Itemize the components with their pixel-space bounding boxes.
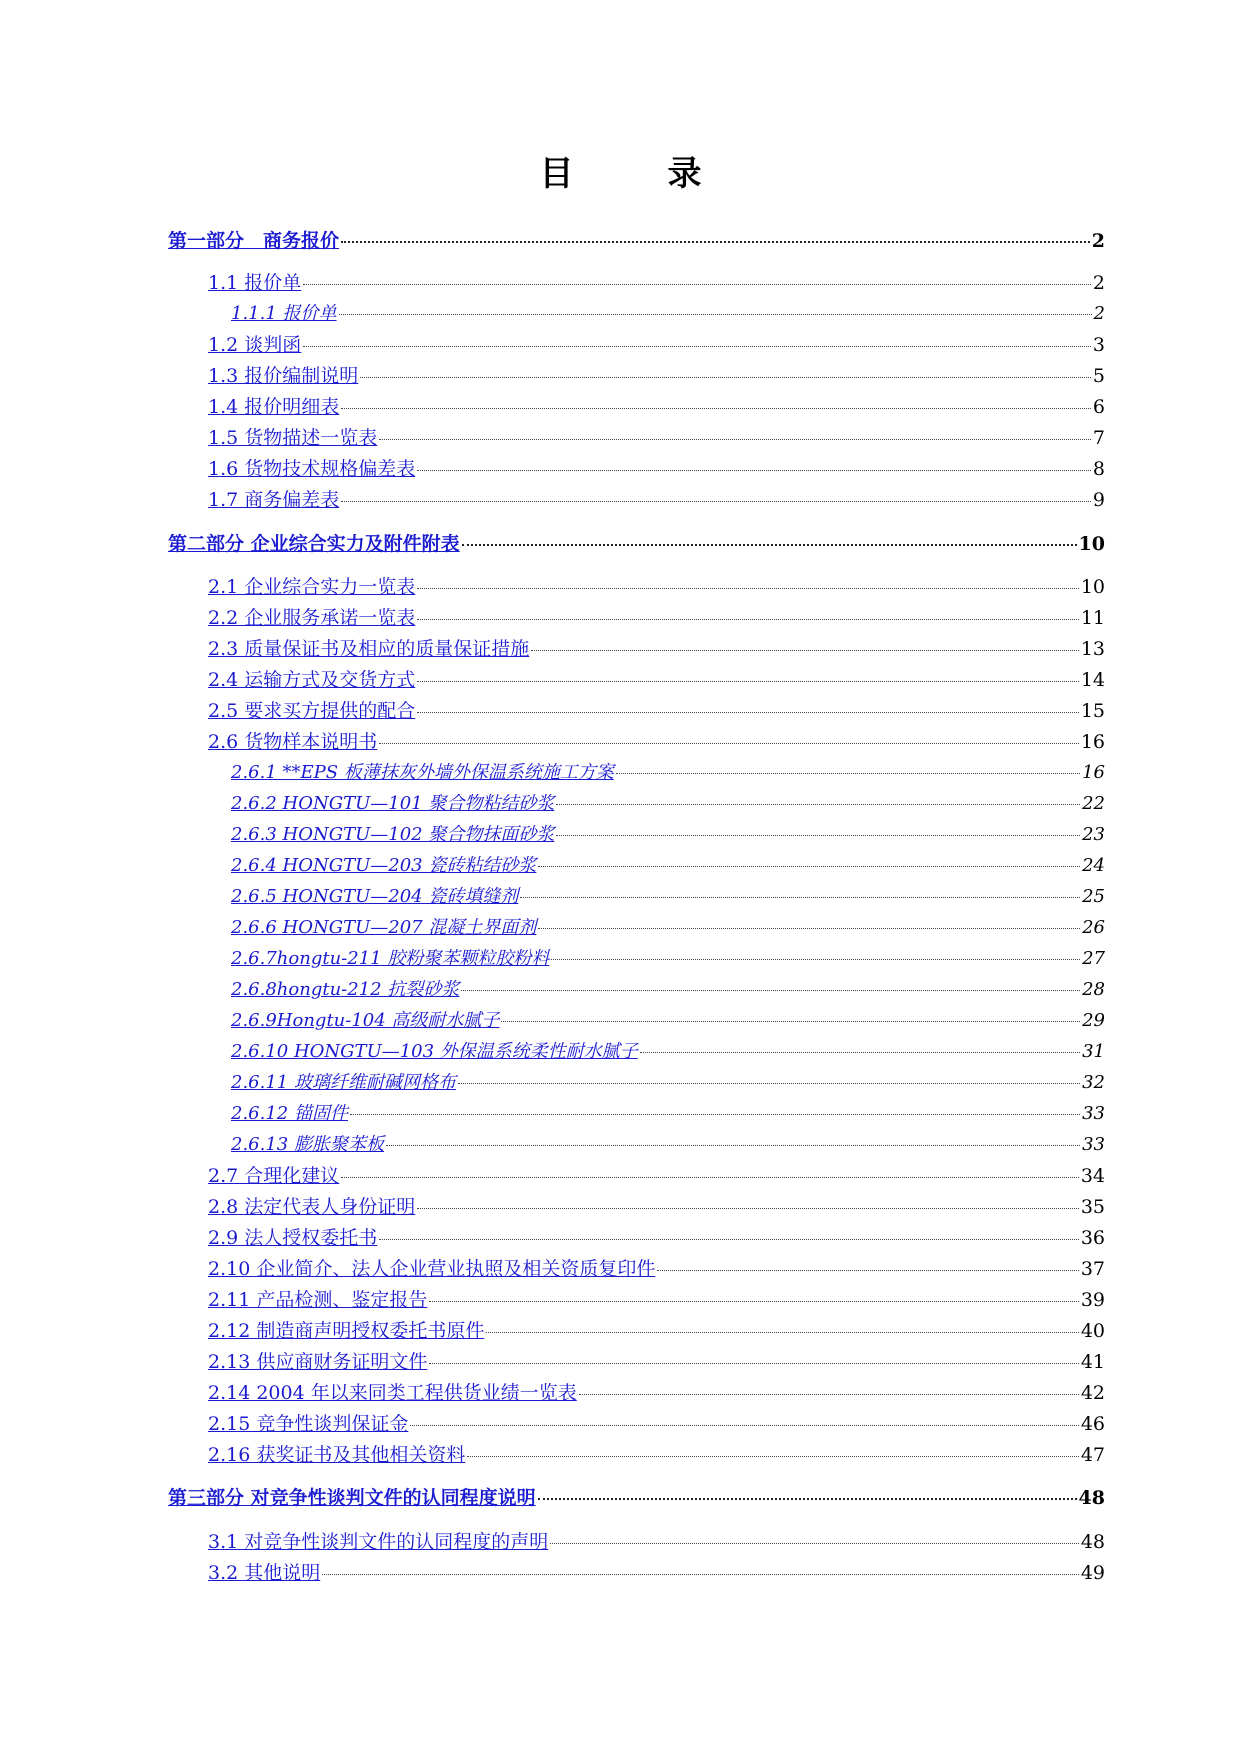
toc-entry-link[interactable]: 第一部分 商务报价 [168, 230, 340, 252]
dot-leader [341, 408, 1091, 409]
toc-entry-link[interactable]: 2.6.4 HONGTU—203 瓷砖粘结砂浆 [231, 855, 537, 876]
toc-part-entry[interactable] [168, 1483, 1105, 1509]
toc-entry-link[interactable]: 2.6.10 HONGTU—103 外保温系统柔性耐水腻子 [231, 1041, 638, 1062]
toc-entry-link[interactable]: 1.7 商务偏差表 [208, 489, 340, 511]
toc-entry-link[interactable]: 2.4 运输方式及交货方式 [208, 669, 416, 691]
toc-page-number: 6 [1092, 396, 1105, 418]
dot-leader [538, 928, 1080, 929]
toc-page-number: 48 [1078, 1487, 1105, 1509]
dot-leader [303, 284, 1091, 285]
toc-section-entry[interactable] [187, 1254, 1105, 1280]
toc-section-entry[interactable] [187, 1223, 1105, 1249]
toc-entry-link[interactable]: 2.6 货物样本说明书 [208, 731, 378, 753]
toc-subsection-entry[interactable] [187, 851, 1105, 877]
toc-page-number: 26 [1082, 917, 1105, 938]
toc-entry-link[interactable]: 2.8 法定代表人身份证明 [208, 1196, 416, 1218]
toc-entry-link[interactable]: 2.6.11 玻璃纤维耐碱网格布 [231, 1072, 456, 1093]
toc-entry-link[interactable]: 第二部分 企业综合实力及附件附表 [168, 533, 460, 555]
dot-leader [341, 501, 1091, 502]
toc-entry-link[interactable]: 2.2 企业服务承诺一览表 [208, 607, 416, 629]
toc-page-number: 29 [1082, 1010, 1105, 1031]
toc-subsection-entry[interactable] [187, 1006, 1105, 1032]
toc-page-number: 47 [1080, 1444, 1105, 1466]
toc-entry-link[interactable]: 2.6.2 HONGTU—101 聚合物粘结砂浆 [231, 793, 555, 814]
toc-subsection-entry[interactable] [187, 299, 1105, 325]
toc-section-entry[interactable] [187, 603, 1105, 629]
dot-leader [657, 1270, 1078, 1271]
dot-leader [501, 1021, 1080, 1022]
toc-page-number: 41 [1080, 1351, 1105, 1373]
toc-entry-link[interactable]: 3.2 其他说明 [208, 1562, 321, 1584]
toc-page-number: 2 [1092, 272, 1105, 294]
toc-part-entry[interactable] [168, 226, 1105, 252]
toc-entry-link[interactable]: 2.6.7hongtu-211 胶粉聚苯颗粒胶粉料 [231, 948, 550, 969]
toc-subsection-entry[interactable] [187, 1037, 1105, 1063]
toc-page-number: 39 [1080, 1289, 1105, 1311]
toc-section-entry[interactable] [187, 330, 1105, 356]
toc-page-number: 9 [1092, 489, 1105, 511]
toc-page-number: 37 [1080, 1258, 1105, 1280]
toc-subsection-entry[interactable] [187, 820, 1105, 846]
dot-leader [379, 1239, 1079, 1240]
toc-entry-link[interactable]: 2.6.5 HONGTU—204 瓷砖填缝剂 [231, 886, 519, 907]
page-title: 目 录 [539, 154, 732, 194]
toc-entry-link[interactable]: 2.15 竞争性谈判保证金 [208, 1413, 409, 1435]
toc-page-number: 36 [1080, 1227, 1105, 1249]
toc-page-number: 2 [1091, 230, 1105, 252]
dot-leader [429, 1363, 1078, 1364]
toc-subsection-entry[interactable] [187, 944, 1105, 970]
toc-entry-link[interactable]: 2.6.13 膨胀聚苯板 [231, 1134, 384, 1155]
dot-leader [339, 314, 1092, 315]
toc-entry-link[interactable]: 2.1 企业综合实力一览表 [208, 576, 416, 598]
toc-page-number: 2 [1093, 303, 1105, 324]
dot-leader [410, 1425, 1078, 1426]
dot-leader [640, 1052, 1080, 1053]
toc-section-entry[interactable] [187, 1316, 1105, 1342]
toc-page-number: 14 [1080, 669, 1105, 691]
toc-section-entry[interactable] [187, 1285, 1105, 1311]
toc-page-number: 28 [1082, 979, 1105, 1000]
toc-page-number: 24 [1082, 855, 1105, 876]
toc-entry-link[interactable]: 3.1 对竞争性谈判文件的认同程度的声明 [208, 1531, 549, 1553]
toc-subsection-entry[interactable] [187, 913, 1105, 939]
toc-page-number: 22 [1082, 793, 1105, 814]
toc-subsection-entry[interactable] [187, 975, 1105, 1001]
toc-entry-link[interactable]: 2.5 要求买方提供的配合 [208, 700, 416, 722]
dot-leader [462, 544, 1077, 546]
toc-entry-link[interactable]: 2.7 合理化建议 [208, 1165, 340, 1187]
dot-leader [386, 1145, 1080, 1146]
toc-page-number: 13 [1080, 638, 1105, 660]
toc-entry-link[interactable]: 2.6.12 锚固件 [231, 1103, 348, 1124]
toc-page-number: 23 [1082, 824, 1105, 845]
dot-leader [379, 743, 1079, 744]
dot-leader [538, 1498, 1077, 1500]
dot-leader [556, 804, 1080, 805]
dot-leader [360, 377, 1091, 378]
toc-entry-link[interactable]: 2.6.8hongtu-212 抗裂砂浆 [231, 979, 460, 1000]
dot-leader [531, 650, 1079, 651]
dot-leader [458, 1083, 1080, 1084]
toc-entry-link[interactable]: 1.2 谈判函 [208, 334, 302, 356]
dot-leader [417, 588, 1079, 589]
toc-subsection-entry[interactable] [187, 758, 1105, 784]
toc-page-number: 35 [1080, 1196, 1105, 1218]
toc-section-entry[interactable] [187, 485, 1105, 511]
toc-entry-link[interactable]: 2.6.1 **EPS 板薄抹灰外墙外保温系统施工方案 [231, 762, 614, 783]
toc-page-number: 49 [1080, 1562, 1105, 1584]
toc-entry-link[interactable]: 1.3 报价编制说明 [208, 365, 359, 387]
toc-page-number: 11 [1080, 607, 1105, 629]
toc-section-entry[interactable] [187, 572, 1105, 598]
dot-leader [486, 1332, 1078, 1333]
toc-page-number: 32 [1082, 1072, 1105, 1093]
dot-leader [417, 1208, 1079, 1209]
toc-section-entry[interactable] [187, 392, 1105, 418]
dot-leader [417, 681, 1079, 682]
toc-entry-link[interactable]: 2.11 产品检测、鉴定报告 [208, 1289, 428, 1311]
toc-page-number: 33 [1082, 1103, 1105, 1124]
toc-entry-link[interactable]: 2.6.9Hongtu-104 高级耐水腻子 [231, 1010, 500, 1031]
dot-leader [461, 990, 1080, 991]
toc-section-entry[interactable] [187, 634, 1105, 660]
toc-page-number: 40 [1080, 1320, 1105, 1342]
toc-entry-link[interactable]: 1.1 报价单 [208, 272, 302, 294]
toc-page-number: 5 [1092, 365, 1105, 387]
toc-section-entry[interactable] [187, 665, 1105, 691]
toc-page-number: 48 [1080, 1531, 1105, 1553]
dot-leader [303, 346, 1091, 347]
toc-section-entry[interactable] [187, 423, 1105, 449]
dot-leader [579, 1394, 1079, 1395]
toc-page-number: 42 [1080, 1382, 1105, 1404]
toc-page-number: 15 [1080, 700, 1105, 722]
dot-leader [379, 439, 1091, 440]
toc-entry-link[interactable]: 2.3 质量保证书及相应的质量保证措施 [208, 638, 530, 660]
toc-page-number: 10 [1078, 533, 1105, 555]
toc-section-entry[interactable] [187, 1378, 1105, 1404]
toc-entry-link[interactable]: 2.6.3 HONGTU—102 聚合物抹面砂浆 [231, 824, 555, 845]
toc-section-entry[interactable] [187, 1409, 1105, 1435]
toc-subsection-entry[interactable] [187, 882, 1105, 908]
dot-leader [417, 619, 1079, 620]
toc-entry-link[interactable]: 2.16 获奖证书及其他相关资料 [208, 1444, 466, 1466]
toc-section-entry[interactable] [187, 361, 1105, 387]
toc-entry-link[interactable]: 1.5 货物描述一览表 [208, 427, 378, 449]
dot-leader [616, 773, 1080, 774]
toc-section-entry[interactable] [187, 727, 1105, 753]
toc-entry-link[interactable]: 2.9 法人授权委托书 [208, 1227, 378, 1249]
toc-entry-link[interactable]: 2.12 制造商声明授权委托书原件 [208, 1320, 485, 1342]
toc-section-entry[interactable] [187, 1192, 1105, 1218]
toc-section-entry[interactable] [187, 1347, 1105, 1373]
toc-page-number: 33 [1082, 1134, 1105, 1155]
toc-section-entry[interactable] [187, 268, 1105, 294]
toc-entry-link[interactable]: 1.6 货物技术规格偏差表 [208, 458, 416, 480]
toc-section-entry[interactable] [187, 696, 1105, 722]
toc-section-entry[interactable] [187, 1558, 1105, 1584]
toc-page-number: 25 [1082, 886, 1105, 907]
dot-leader [467, 1456, 1078, 1457]
toc-page-number: 27 [1082, 948, 1105, 969]
toc-page-number: 34 [1080, 1165, 1105, 1187]
toc-page-number: 3 [1092, 334, 1105, 356]
dot-leader [341, 1177, 1079, 1178]
toc-entry-link[interactable]: 2.10 企业简介、法人企业营业执照及相关资质复印件 [208, 1258, 656, 1280]
toc-page-number: 7 [1092, 427, 1105, 449]
toc-entry-link[interactable]: 1.4 报价明细表 [208, 396, 340, 418]
toc-subsection-entry[interactable] [187, 1130, 1105, 1156]
toc-page-number: 16 [1080, 731, 1105, 753]
toc-entry-link[interactable]: 2.14 2004 年以来同类工程供货业绩一览表 [208, 1382, 577, 1404]
dot-leader [538, 866, 1080, 867]
toc-page-number: 46 [1080, 1413, 1105, 1435]
dot-leader [520, 897, 1080, 898]
toc-section-entry[interactable] [187, 454, 1105, 480]
toc-page-number: 16 [1082, 762, 1105, 783]
toc-entry-link[interactable]: 2.6.6 HONGTU—207 混凝土界面剂 [231, 917, 537, 938]
dot-leader [341, 241, 1090, 243]
toc-entry-link[interactable]: 2.13 供应商财务证明文件 [208, 1351, 428, 1373]
toc-subsection-entry[interactable] [187, 1068, 1105, 1094]
dot-leader [550, 1543, 1079, 1544]
toc-subsection-entry[interactable] [187, 1099, 1105, 1125]
toc-subsection-entry[interactable] [187, 789, 1105, 815]
dot-leader [556, 835, 1080, 836]
dot-leader [551, 959, 1080, 960]
toc-page-number: 31 [1082, 1041, 1105, 1062]
toc-page-number: 8 [1092, 458, 1105, 480]
toc-page-number: 10 [1080, 576, 1105, 598]
dot-leader [429, 1301, 1078, 1302]
toc-section-entry[interactable] [187, 1161, 1105, 1187]
toc-section-entry[interactable] [187, 1440, 1105, 1466]
toc-section-entry[interactable] [187, 1527, 1105, 1553]
dot-leader [350, 1114, 1080, 1115]
toc-entry-link[interactable]: 1.1.1 报价单 [231, 303, 337, 324]
toc-entry-link[interactable]: 第三部分 对竞争性谈判文件的认同程度说明 [168, 1487, 536, 1509]
dot-leader [322, 1574, 1079, 1575]
dot-leader [417, 712, 1079, 713]
toc-part-entry[interactable] [168, 529, 1105, 555]
dot-leader [417, 470, 1091, 471]
